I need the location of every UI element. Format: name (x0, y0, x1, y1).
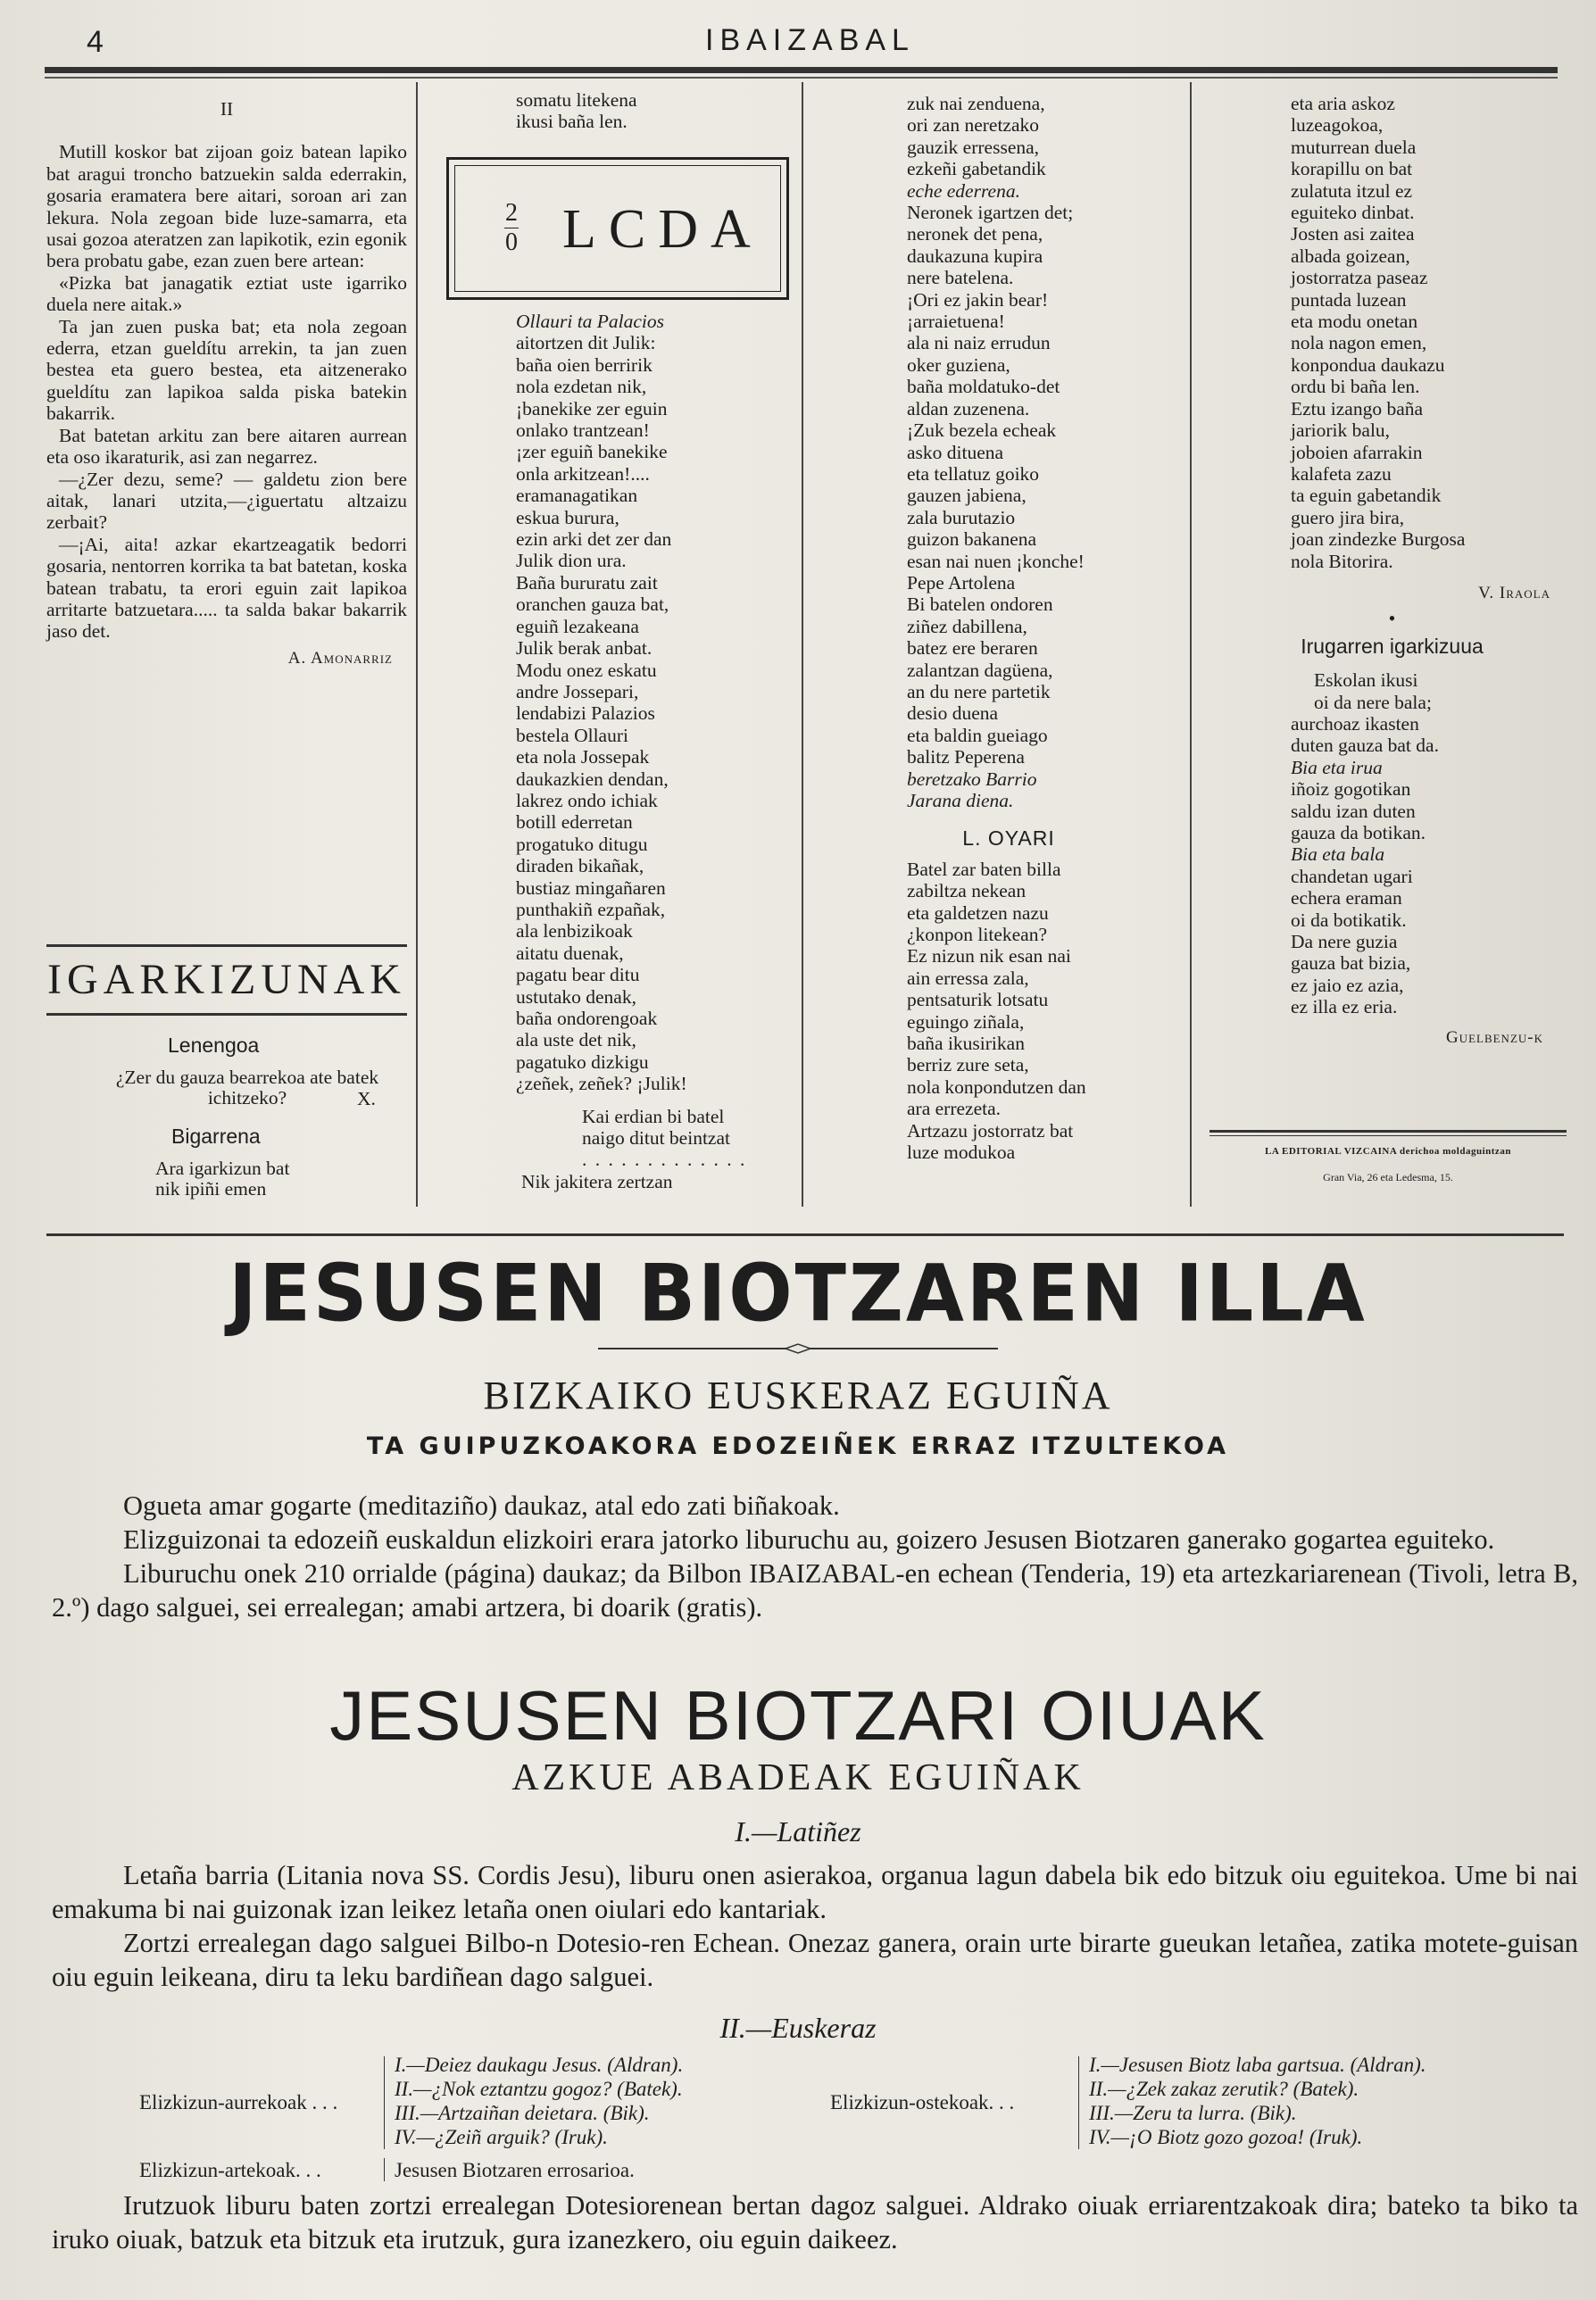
verse-line: ez illa ez eria. (1291, 996, 1398, 1018)
brace (1078, 2056, 1079, 2149)
verse-line: oranchen gauza bat, (516, 594, 669, 616)
verse-line: kalafeta zazu (1291, 462, 1392, 485)
verse-line: Artzazu jostorratz bat (907, 1119, 1074, 1142)
verse-line: Neronek igartzen det; (907, 202, 1074, 224)
igarkizunak-heading-box (46, 944, 407, 1016)
ellipsis-line: . . . . . . . . . . . . . (582, 1149, 747, 1171)
ad-subtitle-3: AZKUE ABADEAK EGUIÑAK (511, 1757, 1085, 1798)
verse-line: Ollauri ta Palacios (516, 311, 665, 332)
ad-paragraph: Zortzi errealegan dago salguei Bilbo-n Dotesio-ren Echean. Onezaz ganera, orain urte birarte gueukan letañea, zatika motete-guisan oiu eguin leikeana, diru ta leku bardiñean dago salguei. (52, 1928, 1578, 1992)
table-item: II.—¿Zek zakaz zerutik? (Batek). (1089, 2078, 1359, 2100)
verse-line: pagatu bear ditu (516, 964, 640, 986)
riddle-1-text: ¿Zer du gauza bearrekoa ate batek ichitzeko? (115, 1067, 379, 1108)
ad-subtitle: BIZKAIKO EUSKERAZ EGUIÑA (483, 1374, 1113, 1417)
verse-line: oi da nere bala; (1314, 691, 1432, 713)
verse-line: Jarana diena. (907, 790, 1014, 811)
verse-line: ara errezeta. (907, 1098, 1002, 1120)
page-number: 4 (87, 25, 104, 59)
verse-line: gauzen jabiena, (907, 485, 1027, 507)
verse-line: aitortzen dit Julik: (516, 332, 656, 354)
hymn-table (0, 2053, 1596, 2187)
verse-line: aldan zuzenena. (907, 397, 1030, 419)
verse-line: nere batelena. (907, 267, 1014, 289)
verse-line: beretzako Barrio (907, 768, 1037, 790)
imprint-rule (1209, 1130, 1567, 1136)
table-item: I.—Deiez daukagu Jesus. (Aldran). (395, 2054, 684, 2076)
verse-line: ez jaio ez azia, (1291, 974, 1404, 996)
riddle-2-heading: Bigarrena (171, 1125, 261, 1148)
verse-line: guizon bakanena (907, 528, 1037, 551)
verse-line: luze modukoa (907, 1142, 1016, 1164)
verse-line: echera eraman (1291, 887, 1402, 909)
verse-line: balitz Peperena (907, 746, 1025, 768)
verse-line: Nik jakitera zertzan (521, 1170, 673, 1192)
verse-line: ustutako denak, (516, 985, 636, 1008)
story-paragraph: «Pizka bat janagatik eztiat uste igarriko duela nere aitak.» (46, 271, 407, 316)
table-item: I.—Jesusen Biotz laba gartsua. (Aldran). (1089, 2054, 1426, 2076)
verse-line: ziñez dabillena, (907, 615, 1027, 637)
verse-line: onlako trantzean! (516, 419, 650, 442)
verse-line: luzeagokoa, (1291, 114, 1384, 137)
verse-line: muturrean duela (1291, 136, 1417, 158)
verse-line: chandetan ugari (1291, 865, 1413, 887)
verse-line: baña moldatuko-det (907, 376, 1060, 398)
verse-line: ala ni naiz errudun (907, 332, 1051, 354)
column-2 (439, 89, 805, 133)
verse-line: korapillu on bat (1291, 158, 1413, 180)
verse-line: eta baldin gueiago (907, 724, 1048, 746)
ad-paragraph: Liburuchu onek 210 orrialde (página) daukaz; da Bilbon IBAIZABAL-en echean (Tenderia, 19) eta artezkariarenean (Tivoli, letra B, 2.º) dago salguei, sei errealegan; amabi artzera, bi doarik (gratis). (52, 1558, 1578, 1623)
verse-line: Bia eta bala (1291, 843, 1385, 866)
verse-line: an du nere partetik (907, 680, 1051, 702)
verse-line: ikusi baña len. (516, 111, 628, 133)
ad-title-2: JESUSEN BIOTZARI OIUAK (329, 1676, 1267, 1755)
verse-line: eche ederrena. (907, 179, 1020, 202)
verse-line: ain erressa zala, (907, 967, 1029, 989)
table-item: II.—¿Nok eztantzu gogoz? (Batek). (395, 2078, 683, 2100)
verse-line: joboien afarrakin (1291, 441, 1423, 463)
verse-line: somatu litekena (516, 89, 637, 111)
ad-body (52, 1489, 1578, 1624)
verse-line: zulatuta itzul ez (1291, 179, 1413, 202)
author-name: L. OYARI (962, 826, 1055, 851)
verse-line: baña ikusirikan (907, 1033, 1025, 1055)
column-1 (46, 89, 407, 669)
riddle-3-heading: Irugarren igarkizuua (1301, 634, 1484, 658)
verse-line: baña ondorengoak (516, 1008, 658, 1029)
verse-line: Ez nizun nik esan nai (907, 945, 1071, 967)
section-rule (46, 1233, 1564, 1236)
verse-line: gauzik erressena, (907, 136, 1040, 158)
verse-line: guero jira bira, (1291, 506, 1405, 528)
verse-line: ta eguin gabetandik (1291, 485, 1442, 507)
brace (384, 2158, 385, 2181)
verse-line: ori zan neretzako (907, 114, 1040, 137)
ad-title: JESUSEN BIOTZAREN ILLA (229, 1247, 1367, 1340)
verse-line: ¡arraietuena! (907, 311, 1005, 333)
verse-line: bestela Ollauri (516, 724, 628, 746)
verse-line: jariorik balu, (1291, 419, 1391, 442)
verse-line: berriz zure seta, (907, 1054, 1029, 1076)
verse-line: zabiltza nekean (907, 880, 1027, 902)
verse-line: eguiteko dinbat. (1291, 202, 1415, 224)
verse-line: ezkeñi gabetandik (907, 158, 1046, 180)
masthead-title: IBAIZABAL (705, 23, 915, 57)
author-signature: V. Iraola (1478, 583, 1550, 602)
verse-line: eramanagatikan (516, 485, 638, 507)
lcda-ordinal: 2 0 (505, 199, 518, 256)
header-rule (45, 67, 1558, 73)
verse-line: Da nere guzia (1291, 931, 1398, 953)
verse-line: Ara igarkizun bat (155, 1158, 290, 1179)
verse-line: eta aria askoz (1291, 93, 1395, 114)
verse-line: nola konpondutzen dan (907, 1075, 1086, 1098)
verse-line: batez ere beraren (907, 637, 1038, 660)
verse-line: ordu bi baña len. (1291, 376, 1420, 398)
ad-body-2 (52, 1858, 1578, 1994)
verse-line: saldu izan duten (1291, 800, 1416, 822)
ad-closing (52, 2188, 1578, 2256)
verse-line: ¡Zuk bezela echeak (907, 419, 1057, 442)
story-paragraph: Bat batetan arkitu zan bere aitaren aurrean eta oso ikaraturik, asi zan negarrez. (46, 424, 407, 469)
verse-line: daukazkien dendan, (516, 768, 669, 790)
verse-line: onla arkitzean!.... (516, 462, 650, 485)
printer-imprint: LA EDITORIAL VIZCAINA derichoa moldaguintzan (1265, 1146, 1511, 1157)
verse-line: nik ipiñi emen (155, 1178, 267, 1200)
verse-line: Batel zar baten billa (907, 858, 1061, 880)
igarkizunak-heading: IGARKIZUNAK (47, 956, 406, 1003)
verse-line: punthakiñ ezpañak, (516, 898, 666, 920)
column-divider (416, 82, 418, 1207)
verse-line: ¿konpon litekean? (907, 924, 1048, 946)
verse-line: Julik berak anbat. (516, 637, 653, 660)
story-paragraph: —¿Zer dezu, seme? — galdetu zion bere aitak, lanari utzita,—¿iguertatu altzaizu zerbait? (46, 468, 407, 534)
verse-line: nola nagon emen, (1291, 332, 1427, 354)
verse-line: eguiñ lezakeana (516, 615, 639, 637)
verse-line: nola Bitorira. (1291, 550, 1393, 572)
story-paragraph: Mutill koskor bat zijoan goiz batean lapiko bat aragui troncho batzuekin salda ederrakin, gosaria eramatera bere aitari, soroan ari zan lekura. Nola zegoan bide luze-samarra, eta usai gozoa ateratzen zan lapikotik, ezin egonik bera probatu gabe, ezan zuen bere artean: (46, 141, 407, 272)
author-signature: Guelbenzu-k (1445, 1027, 1543, 1047)
table-label: Elizkizun-artekoak. . . (139, 2159, 321, 2181)
poem-ollauri (439, 311, 805, 1192)
verse-line: desio duena (907, 702, 999, 725)
verse-line: Bia eta irua (1291, 756, 1383, 778)
column-3 (821, 93, 1196, 1164)
printer-address: Gran Via, 26 eta Ledesma, 15. (1323, 1171, 1453, 1183)
verse-line: eta tellatuz goiko (907, 462, 1040, 485)
verse-line: Josten asi zaitea (1291, 223, 1415, 245)
verse-line: eta nola Jossepak (516, 746, 650, 768)
ad-paragraph: Letaña barria (Litania nova SS. Cordis Jesu), liburu onen asierakoa, organua lagun dabela bik edo bitzuk oiu eguitekoa. Ume bi nai emakuma bi nai guizonak izan leikez letaña onen oiulari edo kantariak. (52, 1860, 1578, 1924)
verse-line: albada goizean, (1291, 245, 1410, 267)
verse-line: pentsaturik lotsatu (907, 989, 1049, 1011)
verse-line: lendabizi Palazios (516, 702, 655, 725)
table-label: Elizkizun-aurrekoak . . . (139, 2091, 338, 2113)
riddle-1-signature: X. (357, 1088, 376, 1109)
verse-line: aitatu duenak, (516, 942, 624, 964)
table-item: IV.—¿Zeiñ arguik? (Iruk). (395, 2126, 608, 2148)
verse-line: Pepe Artolena (907, 571, 1016, 594)
verse-line: asko dituena (907, 441, 1004, 463)
lcda-title: LCDA (562, 199, 763, 260)
verse-line: diraden bikañak, (516, 855, 644, 877)
ad-paragraph: Ogueta amar gogarte (meditaziño) daukaz, atal edo zati biñakoak. (123, 1490, 840, 1521)
verse-line: andre Jossepari, (516, 680, 639, 702)
verse-line: eguingo ziñala, (907, 1010, 1025, 1033)
story-paragraph: —¡Ai, aita! azkar ekartzeagatik bedorri gosaria, nentorren korrika ta bat batetan, koska batean trabatu, ta erori eguin zait lapikoa arritarte batzuetara..... ta salda bakar bakarrik jaso det. (46, 533, 407, 643)
verse-line: lakrez ondo ichiak (516, 789, 658, 811)
verse-line: iñoiz gogotikan (1291, 778, 1411, 801)
verse-line: Julik dion ura. (516, 550, 627, 572)
brace (384, 2056, 385, 2149)
verse-line: gauza da botikan. (1291, 822, 1426, 843)
verse-line: konpondua daukazu (1291, 353, 1445, 376)
table-item: III.—Artzaiñan deietara. (Bik). (395, 2102, 650, 2124)
verse-line: eskua burura, (516, 506, 619, 528)
table-item: III.—Zeru ta lurra. (Bik). (1089, 2102, 1297, 2124)
verse-line: ¡banekike zer eguin (516, 397, 668, 419)
header-rule-thin (45, 77, 1558, 79)
verse-line: jostorratza paseaz (1291, 267, 1428, 289)
ornament-dot: • (1388, 607, 1396, 630)
verse-line: progatuko ditugu (516, 833, 648, 855)
section-number: II (220, 98, 234, 120)
verse-line: botill ederretan (516, 811, 633, 834)
author-signature: A. Amonarriz (287, 648, 393, 668)
verse-line: esan nai nuen ¡konche! (907, 550, 1085, 572)
table-label: Elizkizun-ostekoak. . . (830, 2091, 1015, 2113)
verse-line: oker guziena, (907, 353, 1010, 376)
verse-line: gauza bat bizia, (1291, 952, 1411, 975)
verse-line: zalantzan dagüena, (907, 659, 1053, 681)
riddle-2-text (155, 1158, 289, 1200)
verse-line: ¡Ori ez jakin bear! (907, 288, 1049, 311)
verse-line: nola ezdetan nik, (516, 376, 647, 398)
verse-line: daukazuna kupira (907, 245, 1043, 267)
verse-line: Kai erdian bi batel (582, 1105, 725, 1127)
column-4 (1216, 93, 1568, 1049)
verse-line: ¡zer eguiñ banekike (516, 441, 668, 463)
verse-line: joan zindezke Burgosa (1291, 528, 1466, 551)
verse-line: ala lenbizikoak (516, 920, 633, 942)
verse-line: Baña bururatu zait (516, 571, 658, 594)
verse-line: baña oien berririk (516, 353, 653, 376)
ad-paragraph: Elizguizonai ta edozeiñ euskaldun elizkoiri erara jatorko liburuchu au, goizero Jesusen Biotzaren ganerako gogartea eguiteko. (123, 1524, 1495, 1555)
verse-line: zuk nai zenduena, (907, 93, 1045, 114)
ad-subtitle-2: TA GUIPUZKOAKORA EDOZEIÑEK ERRAZ ITZULTEKOA (366, 1432, 1230, 1460)
verse-line: pagatuko dizkigu (516, 1050, 649, 1073)
verse-line: ala uste det nik, (516, 1029, 636, 1051)
verse-line: Eskolan ikusi (1314, 669, 1418, 692)
story-paragraph: Ta jan zuen puska bat; eta nola zegoan ederra, etzan gueldítu arrekin, ta jan zuen bestea eta guero bestea, eta aitzenerako gueldítu zan lapikoa salda piska batekin bakarrik. (46, 315, 407, 425)
verse-line: puntada luzean (1291, 288, 1407, 311)
verse-line: neronek det pena, (907, 223, 1043, 245)
ornament-divider (598, 1342, 998, 1355)
verse-line: zala burutazio (907, 506, 1016, 528)
section-euskeraz: II.—Euskeraz (719, 2012, 877, 2044)
verse-line: eta modu onetan (1291, 311, 1418, 333)
verse-line: Eztu izango baña (1291, 397, 1424, 419)
verse-line: Bi batelen ondoren (907, 594, 1053, 616)
verse-line: aurchoaz ikasten (1291, 712, 1419, 735)
ad-paragraph: Irutzuok liburu baten zortzi errealegan Dotesiorenean bertan dagoz salguei. Aldrako oiuak erriarentzakoak dira; bateko ta biko ta iruko oiuak, batzuk eta bitzuk eta irutzuk, gura izanezkero, oiu eguin daikeez. (52, 2190, 1578, 2254)
verse-line: Modu onez eskatu (516, 659, 657, 681)
verse-line: ¿zeñek, zeñek? ¡Julik! (516, 1073, 687, 1095)
verse-line: bustiaz mingañaren (516, 876, 666, 899)
verse-line: ezin arki det zer dan (516, 528, 672, 551)
verse-line: oi da botikatik. (1291, 909, 1407, 931)
verse-line: duten gauza bat da. (1291, 735, 1439, 757)
table-item: Jesusen Biotzaren errosarioa. (395, 2159, 635, 2181)
riddle-1-heading: Lenengoa (168, 1034, 260, 1057)
verse-line: naigo ditut beintzat (582, 1127, 730, 1150)
verse-line: eta galdetzen nazu (907, 901, 1049, 924)
section-latinez: I.—Latiñez (735, 1815, 861, 1847)
table-item: IV.—¡O Biotz gozo gozoa! (Iruk). (1089, 2126, 1363, 2148)
